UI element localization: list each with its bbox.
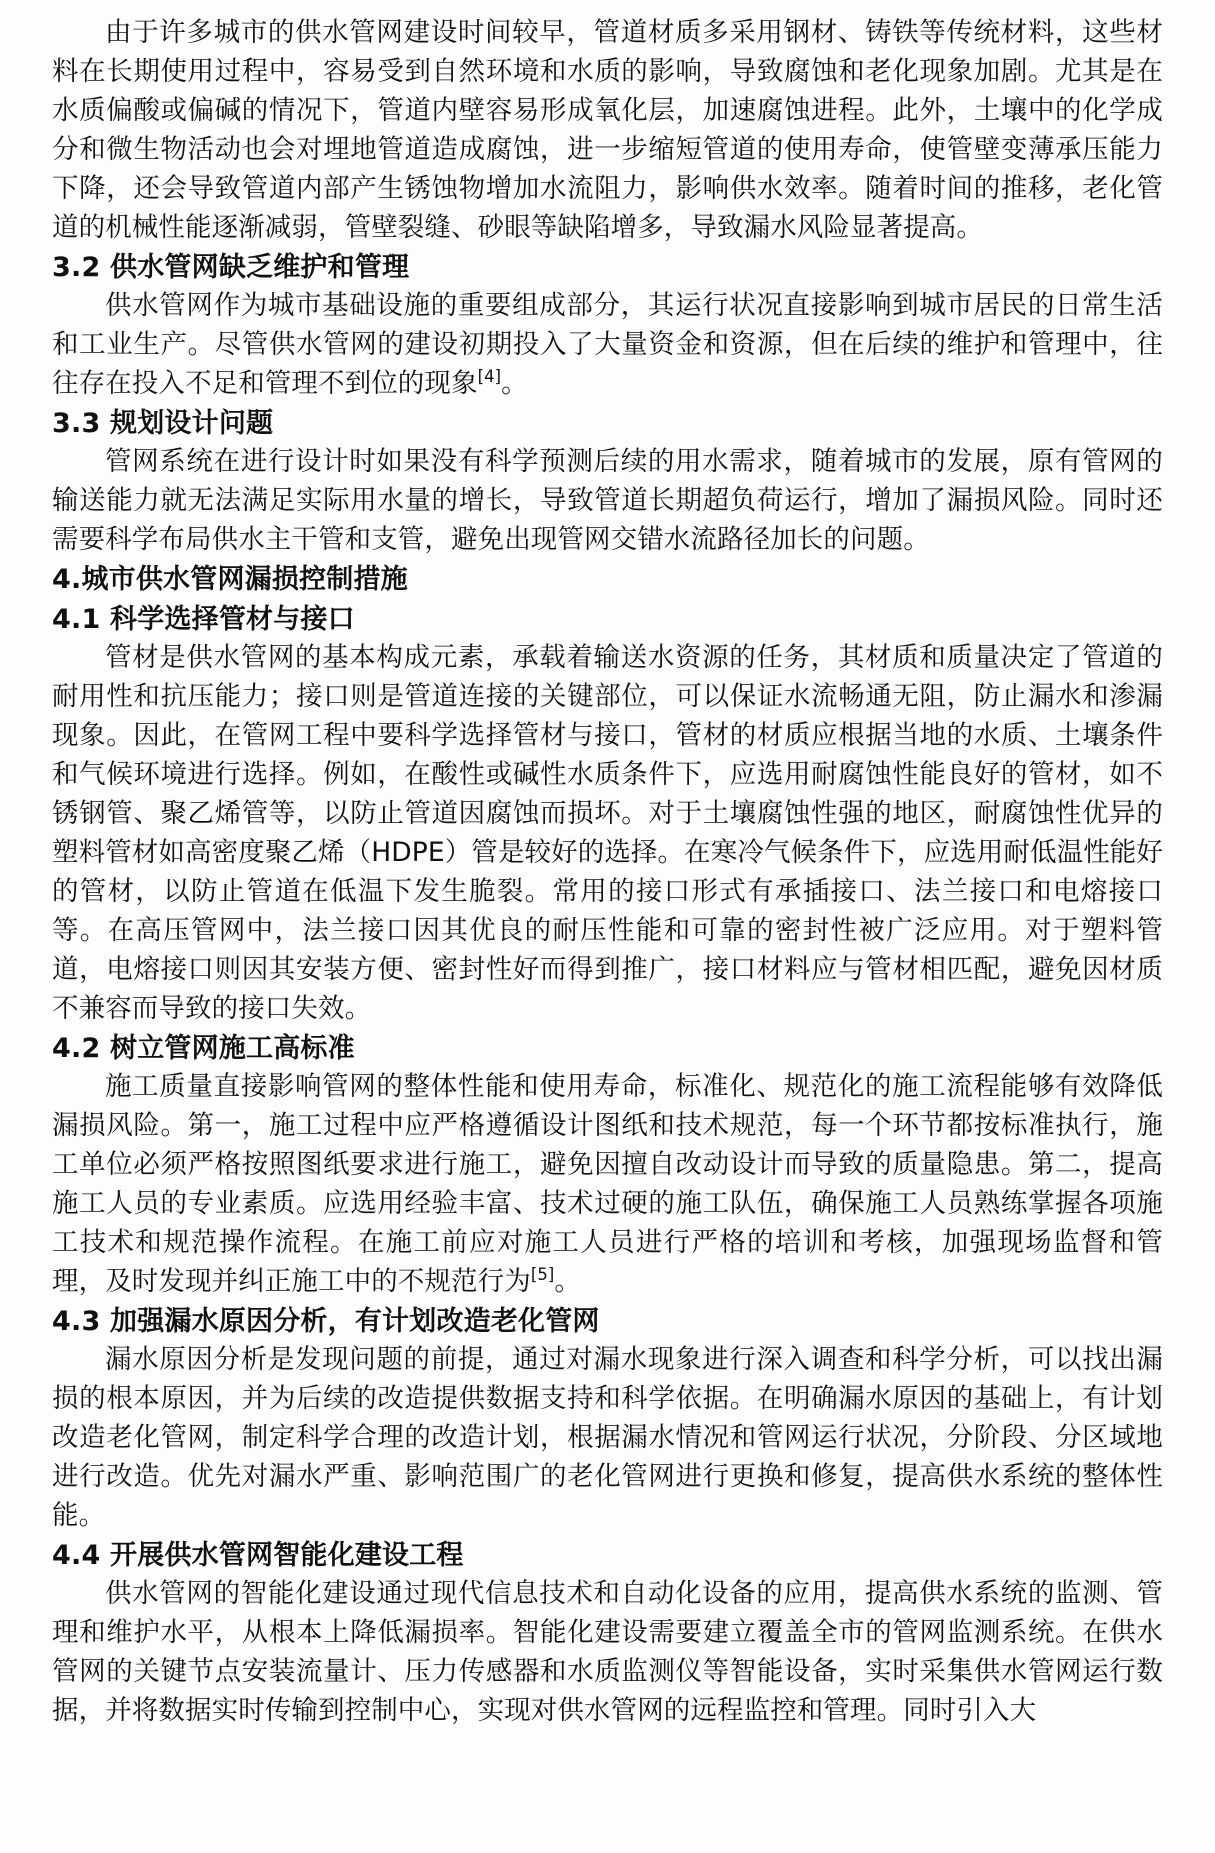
- heading-4-4: 4.4 开展供水管网智能化建设工程: [52, 1539, 464, 1571]
- citation-reference[interactable]: [4]: [477, 367, 502, 387]
- paragraph-text: 供水管网作为城市基础设施的重要组成部分，其运行状况直接影响到城市居民的日常生活和工业生产。尽管供水管网的建设初期投入了大量资金和资源，但在后续的维护和管理中，往往存在投入不足和管理不到位的现象: [52, 290, 1163, 400]
- heading-4: 4.城市供水管网漏损控制措施: [52, 564, 408, 596]
- paragraph-text: 施工质量直接影响管网的整体性能和使用寿命，标准化、规范化的施工流程能够有效降低漏损风险。第一，施工过程中应严格遵循设计图纸和技术规范，每一个环节都按标准执行，施工单位必须严格按照图纸要求进行施工，避免因擅自改动设计而导致的质量隐患。第二，提高施工人员的专业素质。应选用经验丰富、技术过硬的施工队伍，确保施工人员熟练掌握各项施工技术和规范操作流程。在施工前应对施工人员进行严格的培训和考核，加强现场监督和管理，及时发现并纠正施工中的不规范行为: [52, 1071, 1163, 1297]
- heading-4-2: 4.2 树立管网施工高标准: [52, 1032, 355, 1064]
- paragraph-construction-standard: [52, 1068, 1163, 1302]
- paragraph-leak-analysis: 漏水原因分析是发现问题的前提，通过对漏水现象进行深入调查和科学分析，可以找出漏损的根本原因，并为后续的改造提供数据支持和科学依据。在明确漏水原因的基础上，有计划改造老化管网，制定科学合理的改造计划，根据漏水情况和管网运行状况，分阶段、分区域地进行改造。优先对漏水严重、影响范围广的老化管网进行更换和修复，提高供水系统的整体性能。: [52, 1344, 1163, 1531]
- paragraph-tail: 。: [501, 368, 528, 400]
- citation-reference[interactable]: [5]: [530, 1264, 555, 1284]
- paragraph-lack-maintenance: [52, 287, 1163, 404]
- heading-3-3: 3.3 规划设计问题: [52, 407, 274, 439]
- paragraph-tail: 。: [554, 1265, 581, 1297]
- paragraph-pipe-selection: 管材是供水管网的基本构成元素，承载着输送水资源的任务，其材质和质量决定了管道的耐用性和抗压能力；接口则是管道连接的关键部位，可以保证水流畅通无阻，防止漏水和渗漏现象。因此，在管网工程中要科学选择管材与接口，管材的材质应根据当地的水质、土壤条件和气候环境进行选择。例如，在酸性或碱性水质条件下，应选用耐腐蚀性能良好的管材，如不锈钢管、聚乙烯管等，以防止管道因腐蚀而损坏。对于土壤腐蚀性强的地区，耐腐蚀性优异的塑料管材如高密度聚乙烯（HDPE）管是较好的选择。在寒冷气候条件下，应选用耐低温性能好的管材，以防止管道在低温下发生脆裂。常用的接口形式有承插接口、法兰接口和电熔接口等。在高压管网中，法兰接口因其优良的耐压性能和可靠的密封性被广泛应用。对于塑料管道，电熔接口则因其安装方便、密封性好而得到推广，接口材料应与管材相匹配，避免因材质不兼容而导致的接口失效。: [52, 642, 1163, 1024]
- paragraph-planning-design: 管网系统在进行设计时如果没有科学预测后续的用水需求，随着城市的发展，原有管网的输送能力就无法满足实际用水量的增长，导致管道长期超负荷运行，增加了漏损风险。同时还需要科学布局供水主干管和支管，避免出现管网交错水流路径加长的问题。: [52, 446, 1163, 556]
- heading-4-1: 4.1 科学选择管材与接口: [52, 603, 355, 635]
- heading-4-3: 4.3 加强漏水原因分析，有计划改造老化管网: [52, 1305, 600, 1337]
- paragraph-intelligent-construction: 供水管网的智能化建设通过现代信息技术和自动化设备的应用，提高供水系统的监测、管理和维护水平，从根本上降低漏损率。智能化建设需要建立覆盖全市的管网监测系统。在供水管网的关键节点安装流量计、压力传感器和水质监测仪等智能设备，实时采集供水管网运行数据，并将数据实时传输到控制中心，实现对供水管网的远程监控和管理。同时引入大: [52, 1578, 1163, 1727]
- heading-3-2: 3.2 供水管网缺乏维护和管理: [52, 251, 410, 283]
- document-body: [52, 14, 1163, 1731]
- paragraph-pipe-material-aging: 由于许多城市的供水管网建设时间较早，管道材质多采用钢材、铸铁等传统材料，这些材料在长期使用过程中，容易受到自然环境和水质的影响，导致腐蚀和老化现象加剧。尤其是在水质偏酸或偏碱的情况下，管道内壁容易形成氧化层，加速腐蚀进程。此外，土壤中的化学成分和微生物活动也会对埋地管道造成腐蚀，进一步缩短管道的使用寿命，使管壁变薄承压能力下降，还会导致管道内部产生锈蚀物增加水流阻力，影响供水效率。随着时间的推移，老化管道的机械性能逐渐减弱，管壁裂缝、砂眼等缺陷增多，导致漏水风险显著提高。: [52, 17, 1163, 243]
